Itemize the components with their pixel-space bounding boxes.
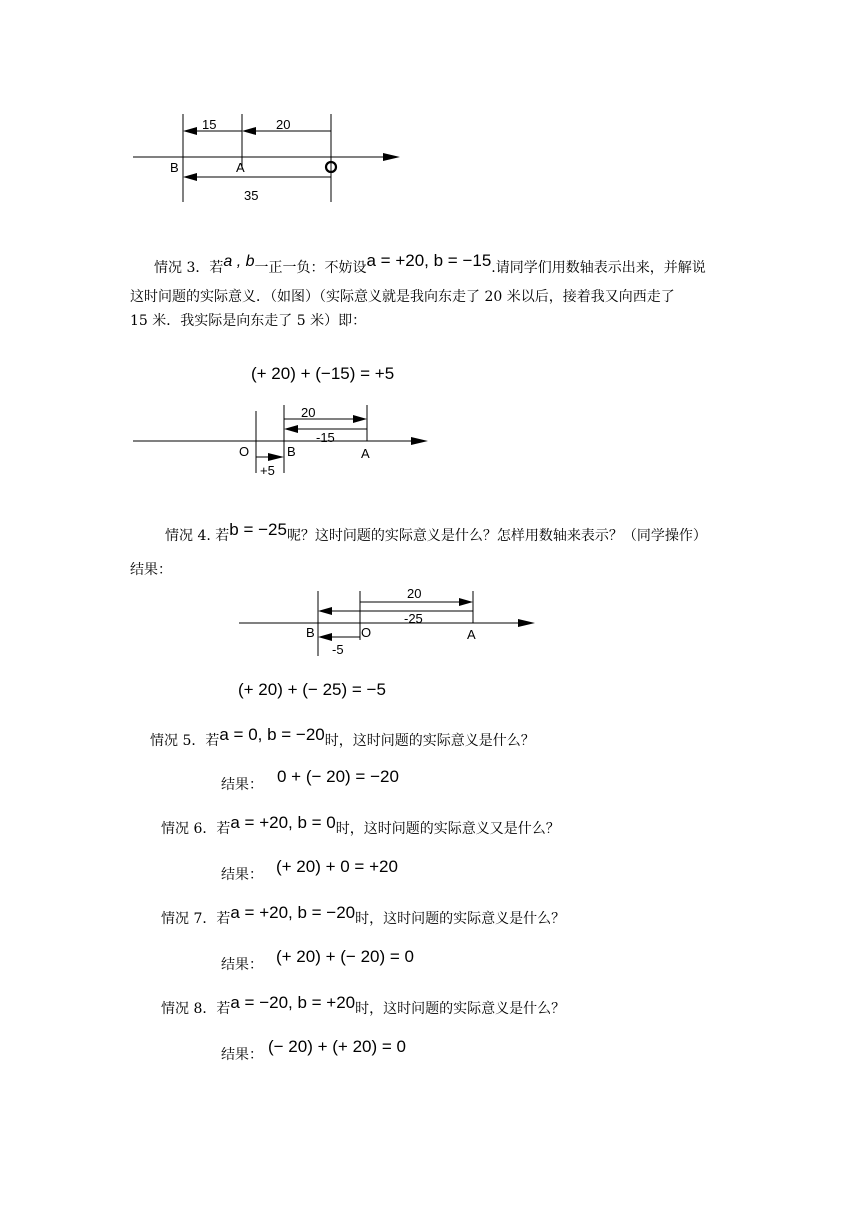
case8-prefix: 情况 8．若 [161,1001,231,1017]
point-O: O [361,625,372,640]
label-neg25: -25 [404,611,423,626]
case5-result-label: 结果： [221,777,263,793]
label-neg5: -5 [332,642,344,657]
case6-suffix: 时，这时问题的实际意义又是什么？ [335,821,560,837]
case3-line2: 这时问题的实际意义．（如图）（实际意义就是我向东走了 20 米以后，接着我又向西走了 [130,289,675,305]
point-A: A [236,160,245,175]
label-pos5: +5 [260,463,275,478]
case8-math: a = −20, b = +20 [230,993,356,1012]
label-15: 15 [202,117,217,132]
case7-math: a = +20, b = −20 [230,903,356,922]
label-neg15: -15 [316,430,335,445]
case6-prefix: 情况 6．若 [161,821,231,837]
case8-result: (− 20) + (+ 20) = 0 [268,1037,406,1056]
case6-result: (+ 20) + 0 = +20 [276,857,398,876]
case4-math: b = −25 [229,520,287,539]
case4-result-label: 结果： [130,562,172,578]
case4-suffix: 呢？这时问题的实际意义是什么？怎样用数轴来表示？（同学操作） [286,528,707,544]
case3-line3: 15 米．我实际是向东走了 5 米）即： [130,313,367,329]
case6-result-label: 结果： [221,867,263,883]
case5-suffix: 时，这时问题的实际意义是什么？ [324,733,535,749]
case3-math: a = +20, b = −15 [366,251,492,270]
point-B: B [287,444,296,459]
label-35: 35 [244,188,259,203]
label-20: 20 [276,117,291,132]
point-B: B [306,625,315,640]
case8-suffix: 时，这时问题的实际意义是什么？ [355,1001,566,1017]
case3-prefix: 情况 3．若 [154,260,224,276]
label-20: 20 [301,405,316,420]
point-A: A [467,627,476,642]
case3-mid: 一正一负：不妨设 [254,260,367,276]
case4-equation: (+ 20) + (− 25) = −5 [238,680,386,699]
case8-result-label: 结果： [221,1047,263,1063]
point-B: B [170,160,179,175]
case3-suffix: .请同学们用数轴表示出来，并解说 [491,260,706,276]
case5-result: 0 + (− 20) = −20 [277,767,399,786]
case5-prefix: 情况 5．若 [150,733,220,749]
case3-vars: a , b [223,253,255,270]
case7-suffix: 时，这时问题的实际意义是什么？ [355,911,566,927]
point-O: O [239,444,250,459]
case5-math: a = 0, b = −20 [219,725,325,744]
case4-prefix: 情况 4. 若 [165,528,230,544]
point-A: A [361,446,370,461]
case3-equation: (+ 20) + (−15) = +5 [251,364,395,383]
case7-prefix: 情况 7．若 [161,911,231,927]
case7-result-label: 结果： [221,957,263,973]
case7-result: (+ 20) + (− 20) = 0 [276,947,414,966]
case6-math: a = +20, b = 0 [230,813,336,832]
label-20: 20 [407,586,422,601]
